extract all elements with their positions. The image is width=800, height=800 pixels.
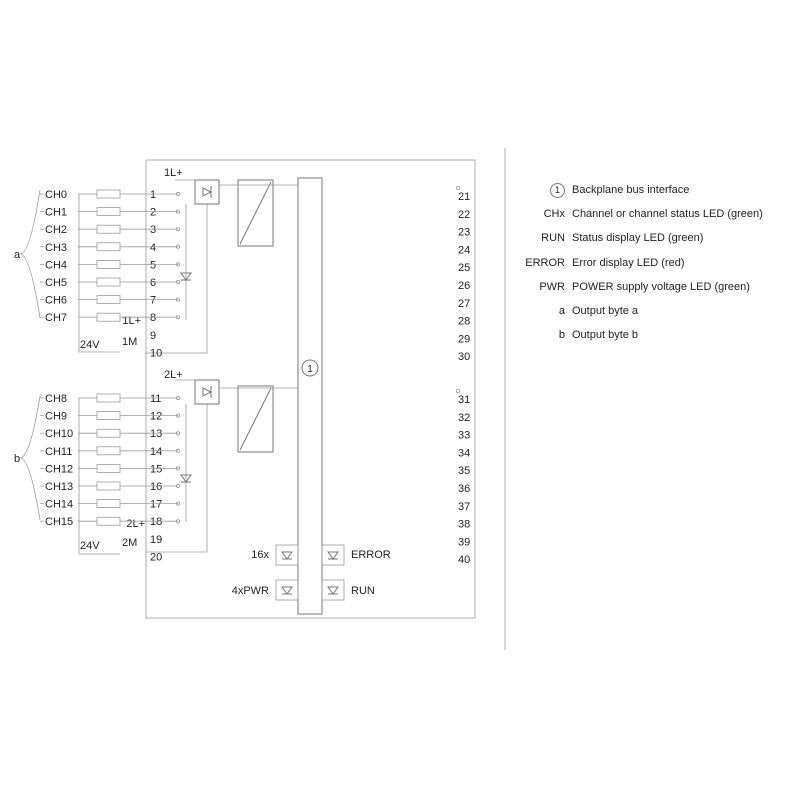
pwr-led-icon: [282, 587, 292, 594]
channel-label: CH12: [45, 463, 74, 476]
channel-label: CH10: [45, 428, 74, 441]
terminal-2: 2: [150, 206, 157, 219]
run-led-icon: [328, 587, 338, 594]
ground-label-b: 2M: [122, 537, 138, 549]
channel-led: [97, 482, 120, 490]
optocoupler-b: [195, 380, 219, 404]
legend-key: CHx: [543, 208, 565, 221]
supply-label-b: 2L+: [164, 369, 183, 381]
terminal-dot: [456, 186, 459, 189]
channel-label: CH5: [45, 277, 68, 289]
legend-key-circle: 1: [550, 183, 565, 198]
legend: [520, 178, 795, 347]
terminal-4: 4: [150, 241, 157, 254]
terminal-24: 24: [458, 244, 471, 257]
opto-symbol-a: [203, 186, 211, 198]
bracket-a: [20, 190, 40, 318]
channel-label: CH4: [45, 259, 68, 272]
supply-terminal-label-b: 2L+: [126, 518, 145, 530]
terminal-5: 5: [150, 259, 157, 272]
group-a-label: a: [14, 249, 21, 261]
terminal-37: 37: [458, 500, 471, 513]
terminal-3: 3: [150, 224, 157, 237]
bracket-b: [20, 396, 40, 520]
legend-key: ERROR: [525, 256, 565, 269]
voltage-label-b: 24V: [80, 540, 100, 552]
terminal-1: 1: [150, 189, 157, 201]
terminal-dot: [456, 389, 459, 392]
backplane-bus: [298, 178, 322, 614]
run-led-label: RUN: [351, 585, 375, 597]
pwr-led-box: [276, 580, 298, 600]
pwr-led-label: 4xPWR: [231, 585, 269, 597]
voltage-label-a: 24V: [80, 339, 100, 351]
terminal-28: 28: [458, 315, 471, 328]
terminal-23: 23: [458, 226, 471, 239]
channel-led: [97, 313, 120, 321]
legend-description: Output byte b: [572, 329, 639, 342]
legend-key: PWR: [539, 280, 565, 293]
terminal-31: 31: [458, 394, 471, 406]
legend-description: Status display LED (green): [572, 232, 704, 245]
channel-led: [97, 190, 120, 198]
terminal-32: 32: [458, 411, 471, 424]
legend-row: [520, 178, 795, 202]
converter-b-diag: [240, 388, 271, 450]
channel-label: CH2: [45, 224, 68, 237]
terminal-20: 20: [150, 551, 163, 564]
error-led-box: [322, 545, 344, 565]
legend-key: b: [558, 329, 565, 342]
terminal-19: 19: [150, 533, 163, 546]
terminal-18: 18: [150, 516, 163, 529]
legend-description: Output byte a: [572, 305, 639, 318]
channel-label: CH9: [45, 410, 68, 423]
terminal-38: 38: [458, 518, 471, 531]
terminal-35: 35: [458, 465, 471, 478]
channel-led: [97, 208, 120, 216]
terminal-15: 15: [150, 463, 163, 476]
terminal-11: 11: [150, 393, 162, 405]
error-led-label: ERROR: [351, 549, 391, 561]
terminal-7: 7: [150, 294, 157, 307]
return-b: [145, 404, 207, 552]
legend-key: [520, 183, 572, 198]
terminal-34: 34: [458, 447, 471, 460]
terminal-13: 13: [150, 428, 163, 441]
terminal-22: 22: [458, 208, 471, 221]
channel-led-box: [276, 545, 298, 565]
terminal-10: 10: [150, 347, 163, 360]
channel-label: CH15: [45, 516, 74, 529]
legend-key: a: [558, 305, 565, 318]
terminal-17: 17: [150, 498, 163, 511]
terminal-6: 6: [150, 277, 157, 289]
channel-label: CH3: [45, 241, 68, 254]
legend-row: [520, 323, 795, 347]
legend-row: [520, 202, 795, 226]
legend-description: Backplane bus interface: [572, 184, 690, 197]
channel-led: [97, 394, 120, 402]
channel-led: [97, 225, 120, 233]
legend-row: [520, 299, 795, 323]
channel-label: CH11: [45, 445, 73, 458]
channel-led: [97, 296, 120, 304]
opto-symbol-b: [203, 386, 211, 398]
legend-row: [520, 226, 795, 250]
legend-row: [520, 251, 795, 275]
terminal-16: 16: [150, 481, 163, 493]
channel-label: CH1: [45, 206, 68, 219]
channel-led: [97, 278, 120, 286]
run-led-box: [322, 580, 344, 600]
legend-description: Error display LED (red): [572, 256, 685, 269]
supply-terminal-label-a: 1L+: [122, 315, 141, 327]
terminal-40: 40: [458, 554, 471, 567]
terminal-9: 9: [150, 329, 157, 342]
channel-label: CH0: [45, 189, 68, 201]
channel-led: [97, 429, 120, 437]
bus-marker: 1: [307, 364, 313, 375]
channel-led: [97, 412, 120, 420]
terminal-26: 26: [458, 280, 471, 292]
channel-label: CH6: [45, 294, 68, 307]
channel-label: CH13: [45, 481, 74, 493]
channel-led-label: 16x: [251, 549, 269, 561]
terminal-39: 39: [458, 536, 471, 549]
terminal-21: 21: [458, 191, 471, 203]
terminal-12: 12: [150, 410, 163, 423]
channel-led: [97, 500, 120, 508]
ground-label-a: 1M: [122, 336, 138, 348]
terminal-30: 30: [458, 351, 471, 364]
channel-led: [97, 464, 120, 472]
group-b-label: b: [14, 453, 21, 465]
channel-led: [97, 243, 120, 251]
error-led-icon: [328, 552, 338, 559]
converter-a-diag: [240, 182, 271, 244]
terminal-25: 25: [458, 262, 471, 275]
legend-key: RUN: [541, 232, 565, 245]
channel-led: [97, 447, 120, 455]
terminal-14: 14: [150, 445, 163, 458]
channel-label: CH7: [45, 312, 68, 325]
channel-led: [97, 517, 120, 525]
terminal-29: 29: [458, 333, 471, 346]
channel-and-terminal-layer: [40, 186, 470, 566]
channel-label: CH8: [45, 393, 68, 405]
supply-label-a: 1L+: [164, 167, 183, 179]
channel-led-icon: [282, 552, 292, 559]
terminal-27: 27: [458, 297, 471, 310]
channel-led: [97, 260, 120, 268]
optocoupler-a: [195, 180, 219, 204]
terminal-33: 33: [458, 429, 471, 442]
legend-row: [520, 275, 795, 299]
legend-description: Channel or channel status LED (green): [572, 208, 763, 221]
terminal-8: 8: [150, 312, 157, 325]
channel-label: CH14: [45, 498, 74, 511]
terminal-36: 36: [458, 483, 471, 495]
legend-description: POWER supply voltage LED (green): [572, 280, 750, 293]
